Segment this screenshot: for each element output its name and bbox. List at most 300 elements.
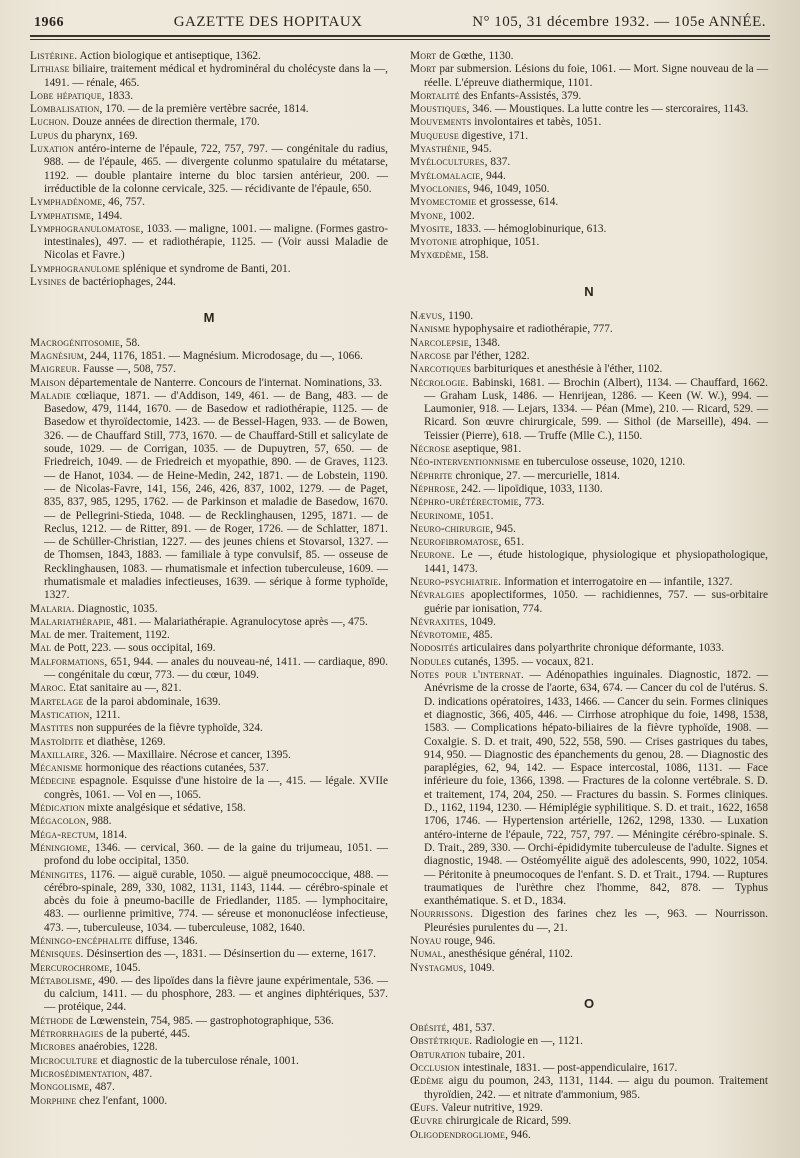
entry-headword: Lymphogranulome <box>30 262 120 275</box>
running-header <box>30 14 770 31</box>
index-entry <box>410 616 768 629</box>
entry-headword: Mal <box>30 642 52 655</box>
entry-references: 945. <box>469 143 492 156</box>
entry-references: aseptique, 981. <box>450 443 522 456</box>
entry-references: tubaire, 201. <box>465 1048 526 1061</box>
entry-references: et diathèse, 1269. <box>83 735 166 748</box>
entry-headword: Lymphogranulomatose, <box>30 222 144 235</box>
index-entry <box>30 642 388 655</box>
entry-headword: Névraxites, <box>410 615 468 628</box>
entry-references: non suppurées de la fièvre typhoïde, 324. <box>73 722 263 735</box>
index-entry <box>410 962 768 975</box>
entry-references: Babinski, 1681. — Brochin (Albert), 1134. — Chauffard, 1662. — Graham Lusk, 1486. — Henrijean, 1286. — Keen (W. W.), 994. — Laumonier, 918. — Lejars, 1334. — Péan (Mme), 210. — Ricard, 529. — Ricard. Son œuvre chirurgicale, 599. — Sithol (de Marseille), 494. — Teissier (Pierre), 618. — Truffe (Mlle C.), 1150. <box>424 376 768 442</box>
entry-headword: Magnésium, <box>30 349 88 362</box>
index-entry <box>30 276 388 289</box>
index-entry <box>410 50 768 63</box>
entry-references: intestinale, 1831. — post-appendiculaire, 1617. <box>459 1062 678 1075</box>
entry-headword: Microbes <box>30 1041 76 1054</box>
index-entry <box>410 143 768 156</box>
journal-title: GAZETTE DES HOPITAUX <box>173 14 363 30</box>
index-entry <box>30 143 388 196</box>
index-entry <box>410 1115 768 1128</box>
right-column <box>410 50 768 1142</box>
entry-headword: Occlusion <box>410 1062 460 1075</box>
index-entry <box>30 775 388 802</box>
index-entry <box>30 736 388 749</box>
entry-references: espagnole. Esquisse d'une histoire de la —, 415. — légale. XVIIe congrès, 1061. — Vol en —, 1065. <box>44 775 388 801</box>
entry-references: 46, 757. <box>105 196 145 209</box>
entry-headword: Maroc. <box>30 682 67 695</box>
entry-references: 346. — Moustiques. La lutte contre les — stercoraires, 1143. <box>469 103 749 116</box>
index-entry <box>30 935 388 948</box>
index-entry <box>30 390 388 603</box>
entry-references: 944. <box>483 169 506 182</box>
section-letter-o: O <box>583 995 595 1011</box>
header-rule <box>30 35 770 37</box>
entry-references: de bactériophages, 244. <box>66 276 176 289</box>
entry-headword: Nécrose <box>410 443 451 456</box>
entry-references: 485. <box>470 629 493 642</box>
index-entry <box>30 363 388 376</box>
entry-references: 1494. <box>94 209 123 222</box>
entry-references: chez l'enfant, 1000. <box>76 1094 168 1107</box>
index-entry <box>410 948 768 961</box>
entry-headword: Mort <box>410 63 437 76</box>
entry-headword: Obstétrique. <box>410 1035 473 1048</box>
entry-headword: Lithiase <box>30 63 70 76</box>
entry-references: 945. <box>493 522 516 535</box>
entry-references: du pharynx, 169. <box>58 129 138 142</box>
index-entry <box>30 1095 388 1108</box>
entry-references: Radiologie en —, 1121. <box>472 1035 583 1048</box>
entry-headword: Maison <box>30 376 66 389</box>
index-entry <box>30 63 388 90</box>
index-entry <box>410 443 768 456</box>
entry-references: et diagnostic de la tuberculose rénale, 1001. <box>97 1054 299 1067</box>
page-number: 1966 <box>34 15 64 30</box>
index-entry <box>30 962 388 975</box>
entry-references: 651, 944. — anales du nouveau-né, 1411. — cardiaque, 890. — congénitale du cœur, 773. — du cœur, 1049. <box>44 655 388 682</box>
index-entry <box>30 196 388 209</box>
entry-references: 946, 1049, 1050. <box>470 182 550 195</box>
entry-references: atrophique, 1051. <box>457 236 540 249</box>
index-entry <box>410 629 768 642</box>
index-entry <box>30 377 388 390</box>
entry-headword: Mastication, <box>30 708 93 721</box>
entry-references: de Lœwenstein, 754, 985. — gastrophotographique, 536. <box>73 1014 334 1027</box>
entry-headword: Mégacolon, <box>30 815 89 828</box>
index-entry <box>410 350 768 363</box>
entry-headword: Nævus, <box>410 310 446 323</box>
index-entry <box>410 236 768 249</box>
entry-references: Désinsertion des —, 1831. — Désinsertion du — externe, 1617. <box>83 948 376 961</box>
index-entry <box>30 802 388 815</box>
entry-references: 326. — Maxillaire. Nécrose et cancer, 1395. <box>87 748 291 761</box>
entry-references: aigu du poumon, 243, 1131, 1144. — aigu du poumon. Traitement thyroïdien, 242. — et nitrate d'ammonium, 985. <box>424 1075 768 1101</box>
index-entry <box>410 576 768 589</box>
entry-headword: Obturation <box>410 1048 466 1061</box>
left-column <box>30 50 388 1142</box>
entry-headword: Myasthénie, <box>410 143 470 156</box>
entry-references: 1049. <box>467 615 496 628</box>
entry-headword: Ménisques. <box>30 948 84 961</box>
entry-headword: Noyau <box>410 935 442 947</box>
entry-references: 1049. <box>466 961 495 974</box>
entry-headword: Morphine <box>30 1094 77 1107</box>
entry-headword: Myomectomie <box>410 196 477 209</box>
entry-references: Fausse —, 508, 757. <box>80 363 176 376</box>
entry-references: 58. <box>123 336 140 349</box>
entry-headword: Oligodendrogliome, <box>410 1128 509 1141</box>
entry-headword: Médication <box>30 802 85 815</box>
entry-headword: Martelage <box>30 695 84 708</box>
entry-headword: Narcotiques <box>410 363 472 376</box>
index-entry <box>410 170 768 183</box>
index-entry <box>30 762 388 775</box>
entry-references: articulaires dans polyarthrite chronique déformante, 1033. <box>458 642 725 655</box>
section-m-continued-entries <box>410 50 768 263</box>
entry-references: 1348. <box>471 336 501 349</box>
entry-references: en tuberculose osseuse, 1020, 1210. <box>520 456 686 469</box>
entry-references: anaérobies, 1228. <box>75 1041 158 1054</box>
entry-references: mixte analgésique et sédative, 158. <box>84 802 246 815</box>
index-entry <box>410 1075 768 1102</box>
entry-references: de la puberté, 445. <box>103 1028 191 1041</box>
entry-references: digestive, 171. <box>458 129 529 142</box>
entry-headword: Microculture <box>30 1054 98 1067</box>
entry-headword: Mouvements <box>410 116 472 129</box>
entry-headword: Moustiques, <box>410 103 470 116</box>
index-entry <box>410 656 768 669</box>
entry-references: par submersion. Lésions du foie, 1061. — Mort. Signe nouveau de la — réelle. L'épreuve diathermique, 1101. <box>424 63 768 89</box>
entry-headword: Méga-rectum, <box>30 828 99 841</box>
index-entry <box>30 103 388 116</box>
entry-headword: Obésité, <box>410 1022 450 1035</box>
index-entry <box>30 1028 388 1041</box>
entry-headword: Myone, <box>410 209 447 222</box>
entry-headword: Lupus <box>30 129 59 142</box>
entry-headword: Médecine <box>30 775 76 788</box>
entry-headword: Muqueuse <box>410 129 459 142</box>
entry-references: de la paroi abdominale, 1639. <box>83 695 221 708</box>
entry-headword: Nodules <box>410 655 452 668</box>
index-entry <box>30 130 388 143</box>
index-entry <box>410 323 768 336</box>
index-entry <box>30 263 388 276</box>
entry-headword: Mongolisme, <box>30 1081 93 1094</box>
header-rule-thin <box>30 39 770 40</box>
entry-headword: Narcolepsie, <box>410 336 472 349</box>
entry-references: Le —, étude histologique, physiologique et physiopathologique, 1441, 1473. <box>424 549 768 575</box>
entry-headword: Myélomalacie, <box>410 169 484 182</box>
index-entry <box>410 103 768 116</box>
entry-references: splénique et syndrome de Banti, 201. <box>119 262 291 275</box>
index-columns <box>30 50 770 1142</box>
entry-references: départementale de Nanterre. Concours de l'internat. Nominations, 33. <box>65 376 383 389</box>
section-n-entries <box>410 310 768 975</box>
index-entry <box>30 869 388 935</box>
entry-references: hormonique des réactions cutanées, 537. <box>82 762 269 775</box>
entry-headword: Numal, <box>410 948 446 961</box>
entry-references: rouge, 946. <box>441 935 496 947</box>
entry-headword: Myxœdème, <box>410 249 467 262</box>
entry-references: Action biologique et antiseptique, 1362. <box>77 50 261 62</box>
entry-references: 651. <box>501 536 525 549</box>
index-entry <box>410 523 768 536</box>
index-entry <box>30 948 388 961</box>
entry-references: 1833. <box>104 89 134 102</box>
index-entry <box>30 50 388 63</box>
index-entry <box>410 549 768 576</box>
entry-references: 988. <box>88 815 112 828</box>
index-entry <box>30 90 388 103</box>
entry-headword: Métabolisme, <box>30 974 96 987</box>
entry-headword: Maladie <box>30 389 72 402</box>
index-entry <box>410 510 768 523</box>
entry-headword: Neurone. <box>410 549 456 562</box>
index-entry <box>410 470 768 483</box>
entry-headword: Nécrologie. <box>410 376 469 389</box>
section-l-entries <box>30 50 388 289</box>
section-m-entries <box>30 337 388 1108</box>
entry-headword: Lombalisation, <box>30 103 103 116</box>
entry-headword: Œdème <box>410 1075 444 1088</box>
entry-headword: Listérine. <box>30 50 78 62</box>
entry-references: 244, 1176, 1851. — Magnésium. Microdosage, du —, 1066. <box>87 349 363 362</box>
entry-references: 170. — de la première vertèbre sacrée, 1814. <box>102 103 309 116</box>
entry-references: chronique, 27. — mercurielle, 1814. <box>452 469 620 482</box>
index-entry <box>410 210 768 223</box>
entry-headword: Malariathérapie, <box>30 615 115 628</box>
entry-references: 1045. <box>112 961 141 974</box>
index-entry <box>410 310 768 323</box>
entry-references: 481. — Malariathérapie. Agranulocytose après —, 475. <box>114 615 368 628</box>
entry-headword: Métrorrhagies <box>30 1028 104 1041</box>
section-letter-m: M <box>203 310 215 326</box>
entry-references: antéro-interne de l'épaule, 722, 757, 797. — congénitale du radius, 988. — de l'épaule, 465. — divergente colunmo spatulaire du métatarse, 1192. — double plantaire interne du bloc tarsien antérieur, 200. — irréductible de la colonne cervicale, 325. — récidivante de l'épaule, 650. <box>44 143 388 195</box>
index-entry <box>410 196 768 209</box>
entry-references: de mer. Traitement, 1192. <box>51 629 170 642</box>
entry-headword: Myotonie <box>410 236 458 249</box>
entry-headword: Neuro-chirurgie, <box>410 522 494 535</box>
entry-headword: Mercurochrome, <box>30 961 113 974</box>
entry-references: cœliaque, 1871. — d'Addison, 149, 461. — de Bang, 483. — de Basedow, 479, 1144, 1670. — de Basedow et radiothérapie, 1125. — de Basedow et thyroïdectomie, 1423. — de Bessel-Hagen, 933. — de Bowen, 326. — de Chauffard Still, 773, 1670. — de Chauffard-Still et salicylate de soude, 1029. — de Corrigan, 1035. — de Dupuytren, 57, 650. — de Friedreich, 1049. — de Friedreich et myopathie, 890. — de Graves, 1123. — de Hanot, 1034. — de Heine-Medin, 242, 1871. — de Lobstein, 1190. — de Nicolas-Favre, 141, 156, 246, 426, 837, 1002, 1279. — de Paget, 835, 837, 985, 1295, 1762. — de Parkinson et maladie de Basedow, 1670. — de Pellegrini-Stieda, 1048. — de Recklinghausen, 1295, 1871. — de Reclus, 1212. — de Ritter, 891. — de Roger, 1726. — de Schlatter, 1871. — de Schüller-Christian, 1227. — des jeunes chiens et Stovarsol, 1327. — de Thomsen, 1843, 1883. — familiale à type convulsif, 85. — osseuse de Recklinghausen, 1083. — rhumatismale et infection tuberculeuse, 1609. — rhumatismale et maladies infectieuses, 1639. — sérique à forme typhoïde, 1327. <box>44 389 388 602</box>
entry-headword: Malaria. <box>30 602 75 615</box>
entry-headword: Narcose <box>410 349 452 362</box>
entry-references: — Adénopathies inguinales. Diagnostic, 1872. — Anévrisme de la crosse de l'aorte, 634, 674. — Cancer du col de l'utérus. S. D. indications opératoires, 1433, 1466. — Cancer du sein. Formes cliniques et diagnostic, 366, 405, 446. — Cirrhose atrophique du foie, 1498, 1538, 1583. — Complications hépato-biliaires de la fièvre typhoïde, 1908. — Coxalgie. S. D. et trait, 490, 522, 558, 590. — Crises gastriques du tabes, 914, 950. — Diagnostic des épanchements du genou, 28. — Diagnostic des paraplégies, 62, 94, 142. — Espace intercostal, 1086, 1131. — Face inférieure du foie, 1366, 1398. — Fractures de la colonne vertébrale. S. D. et traitement, 174, 204, 250. — Fractures du bassin. S. Formes cliniques. D., 1162, 1194, 1230. — Hémiplégie syphilitique. S. D. et trait., 1622, 1658 1706, 1746. — Hypertension artérielle, 1262, 1298, 1330. — Luxation antéro-interne de l'épaule, 722, 757, 797. — Méningite cérébro-spinale. S. D. Trait., 289, 330. — Orchi-épididymite tuberculeuse de l'adulte. Signes et diagnostic, 1948. — Ostéomyélite aiguë des adolescents, 990, 1022, 1054. — Péritonite à pneumocoques de l'enfant. S. D. et Trait., 1794. — Ruptures traumatiques de l'urèthre chez l'homme, 842, 878. — Typhus exanthématique. S. et D., 1834. <box>424 669 768 908</box>
entry-headword: Lobe hépatique, <box>30 89 105 102</box>
entry-references: 481, 537. <box>449 1022 495 1035</box>
entry-headword: Maigreur. <box>30 363 81 376</box>
index-entry <box>410 536 768 549</box>
entry-references: biliaire, traitement médical et hydrominéral du cholécyste dans la —, 1491. — rénale, 465. <box>44 63 388 89</box>
index-entry <box>410 1062 768 1075</box>
index-entry <box>410 669 768 908</box>
entry-references: Douze années de direction thermale, 170. <box>69 116 260 129</box>
index-entry <box>410 1129 768 1142</box>
entry-headword: Œufs. <box>410 1101 439 1114</box>
index-entry <box>410 363 768 376</box>
entry-references: anesthésique général, 1102. <box>445 948 574 961</box>
index-entry <box>410 1035 768 1048</box>
entry-headword: Méningiome, <box>30 841 91 854</box>
entry-headword: Lysines <box>30 276 67 289</box>
index-entry <box>30 1041 388 1054</box>
index-entry <box>410 935 768 948</box>
entry-headword: Myoclonies, <box>410 182 471 195</box>
entry-headword: Lymphadénome, <box>30 196 106 209</box>
entry-headword: Mortalité <box>410 89 460 102</box>
entry-references: chirurgicale de Ricard, 599. <box>442 1115 572 1128</box>
entry-headword: Nodosités <box>410 642 459 655</box>
entry-references: diffuse, 1346. <box>132 935 198 947</box>
index-entry <box>30 337 388 350</box>
entry-references: Information et interrogatoire en — infantile, 1327. <box>501 575 733 588</box>
entry-references: Etat sanitaire au —, 821. <box>66 682 182 695</box>
entry-references: barbituriques et anesthésie à l'éther, 1102. <box>471 363 663 376</box>
issue-info: N° 105, 31 décembre 1932. — 105e ANNÉE. <box>472 14 766 30</box>
index-entry <box>30 603 388 616</box>
entry-references: 1051. <box>465 509 494 522</box>
index-entry <box>410 63 768 90</box>
index-entry <box>30 210 388 223</box>
index-entry <box>410 377 768 443</box>
index-entry <box>30 656 388 683</box>
entry-references: de Gœthe, 1130. <box>436 50 514 62</box>
entry-references: 1033. — maligne, 1001. — maligne. (Formes gastro-intestinales), 497. — et radiothérapie, 1125. — (Voir aussi Maladie de Nicolas et Favre.) <box>44 222 388 262</box>
entry-references: 837. <box>487 156 511 169</box>
index-entry <box>30 616 388 629</box>
entry-references: 487. <box>129 1067 153 1080</box>
entry-headword: Méthode <box>30 1014 74 1027</box>
index-entry <box>410 337 768 350</box>
index-entry <box>410 456 768 469</box>
entry-headword: Neurinome, <box>410 509 466 522</box>
index-entry <box>30 842 388 869</box>
entry-headword: Méningites, <box>30 868 87 881</box>
index-entry <box>410 116 768 129</box>
index-entry <box>30 1068 388 1081</box>
entry-references: des Enfants-Assistés, 379. <box>459 89 582 102</box>
entry-references: 1346. — cervical, 360. — de la gaine du trijumeau, 1051. — profond du lobe occipital, 1350. <box>44 841 388 868</box>
index-entry <box>30 1055 388 1068</box>
entry-headword: Mécanisme <box>30 762 83 775</box>
entry-references: 1190. <box>445 310 474 323</box>
entry-headword: Néphro-urétérectomie, <box>410 496 522 509</box>
index-entry <box>410 249 768 262</box>
entry-references: 490. — des lipoïdes dans la fièvre jaune expérimentale, 536. — du calcium, 1411. — du phosphore, 283. — et angines diphtériques, 537. — protéique, 244. <box>44 974 388 1014</box>
entry-references: apoplectiformes, 1050. — rachidiennes, 757. — sus-orbitaire guérie par ionisation, 774. <box>424 589 768 615</box>
entry-headword: Mort <box>410 50 437 62</box>
section-letter-n: N <box>584 283 594 299</box>
index-entry <box>410 90 768 103</box>
entry-headword: Mal <box>30 629 52 642</box>
entry-references: 1814. <box>98 828 128 841</box>
entry-references: par l'éther, 1282. <box>451 349 530 362</box>
index-entry <box>30 350 388 363</box>
index-entry <box>410 642 768 655</box>
entry-headword: Nystagmus, <box>410 961 467 974</box>
entry-headword: Nourrissons. <box>410 908 474 921</box>
entry-headword: Œuvre <box>410 1115 443 1128</box>
entry-references: et grossesse, 614. <box>476 196 559 209</box>
entry-references: 946. <box>508 1128 531 1141</box>
index-entry <box>410 908 768 935</box>
index-entry <box>30 709 388 722</box>
entry-headword: Nanisme <box>410 323 451 336</box>
index-entry <box>30 1081 388 1094</box>
entry-headword: Néphrose, <box>410 482 459 495</box>
entry-headword: Névralgies <box>410 589 465 602</box>
entry-headword: Microsédimentation, <box>30 1067 130 1080</box>
index-entry <box>410 496 768 509</box>
entry-references: Diagnostic, 1035. <box>74 602 158 615</box>
entry-headword: Malformations, <box>30 655 108 668</box>
entry-references: cutanés, 1395. — vocaux, 821. <box>451 655 594 668</box>
entry-references: 242. — lipoïdique, 1033, 1130. <box>458 482 603 495</box>
entry-headword: Névrotomie, <box>410 629 471 642</box>
entry-references: 1002. <box>446 209 475 222</box>
index-entry <box>410 483 768 496</box>
entry-headword: Néphrite <box>410 469 453 482</box>
entry-references: 1176. — aiguë curable, 1050. — aiguë pneumococcique, 488. — cérébro-spinale, 289, 330, 1082, 1131, 1143, 1144. — cérébro-spinale et abcès du foie à pneumo-bacille de Friedlander, 1185. — lymphocitaire, 483. — ourlienne primitive, 774. — séreuse et mononucléose infectieuse, 473. —, tuberculeuse, 1034. — tuberculeuse, 1082, 1640. <box>44 868 388 934</box>
entry-headword: Mastoïdite <box>30 735 84 748</box>
index-entry <box>30 629 388 642</box>
entry-headword: Mastites <box>30 722 74 735</box>
index-entry <box>30 829 388 842</box>
index-entry <box>410 1102 768 1115</box>
section-o-entries <box>410 1022 768 1142</box>
index-entry <box>30 696 388 709</box>
entry-headword: Macrogénitosomie, <box>30 336 124 349</box>
entry-references: Digestion des farines chez les —, 963. — Nourrisson. Pleurésies purulentes du —, 21. <box>424 908 768 934</box>
index-entry <box>410 183 768 196</box>
entry-references: 1211. <box>92 708 121 721</box>
entry-references: 158. <box>466 249 489 262</box>
index-entry <box>30 116 388 129</box>
entry-headword: Neuro-psychiatrie. <box>410 575 502 588</box>
index-entry <box>30 223 388 263</box>
index-entry <box>410 1049 768 1062</box>
index-entry <box>410 589 768 616</box>
entry-references: Valeur nutritive, 1929. <box>438 1101 543 1114</box>
entry-references: 773. <box>521 496 545 509</box>
index-entry <box>30 975 388 1015</box>
entry-references: hypophysaire et radiothérapie, 777. <box>450 323 613 336</box>
entry-headword: Myélocultures, <box>410 156 488 169</box>
entry-references: involontaires et tabès, 1051. <box>471 116 602 129</box>
entry-headword: Luxation <box>30 143 75 156</box>
index-entry <box>30 682 388 695</box>
index-entry <box>30 722 388 735</box>
entry-headword: Méningo-encéphalite <box>30 935 133 947</box>
entry-headword: Myosite, <box>410 222 453 235</box>
index-entry <box>410 156 768 169</box>
entry-headword: Notes pour l'internat. <box>410 669 524 682</box>
entry-headword: Luchon. <box>30 116 70 129</box>
entry-headword: Lymphatisme, <box>30 209 95 222</box>
entry-references: de Pott, 223. — sous occipital, 169. <box>51 642 216 655</box>
index-entry <box>410 223 768 236</box>
index-entry <box>30 1015 388 1028</box>
index-entry <box>410 1022 768 1035</box>
entry-references: 1833. — hémoglobinurique, 613. <box>452 222 607 235</box>
index-entry <box>30 815 388 828</box>
entry-headword: Neurofibromatose, <box>410 536 502 549</box>
index-entry <box>30 749 388 762</box>
entry-references: 487. <box>92 1081 115 1094</box>
entry-headword: Néo-interventionnisme <box>410 456 521 469</box>
